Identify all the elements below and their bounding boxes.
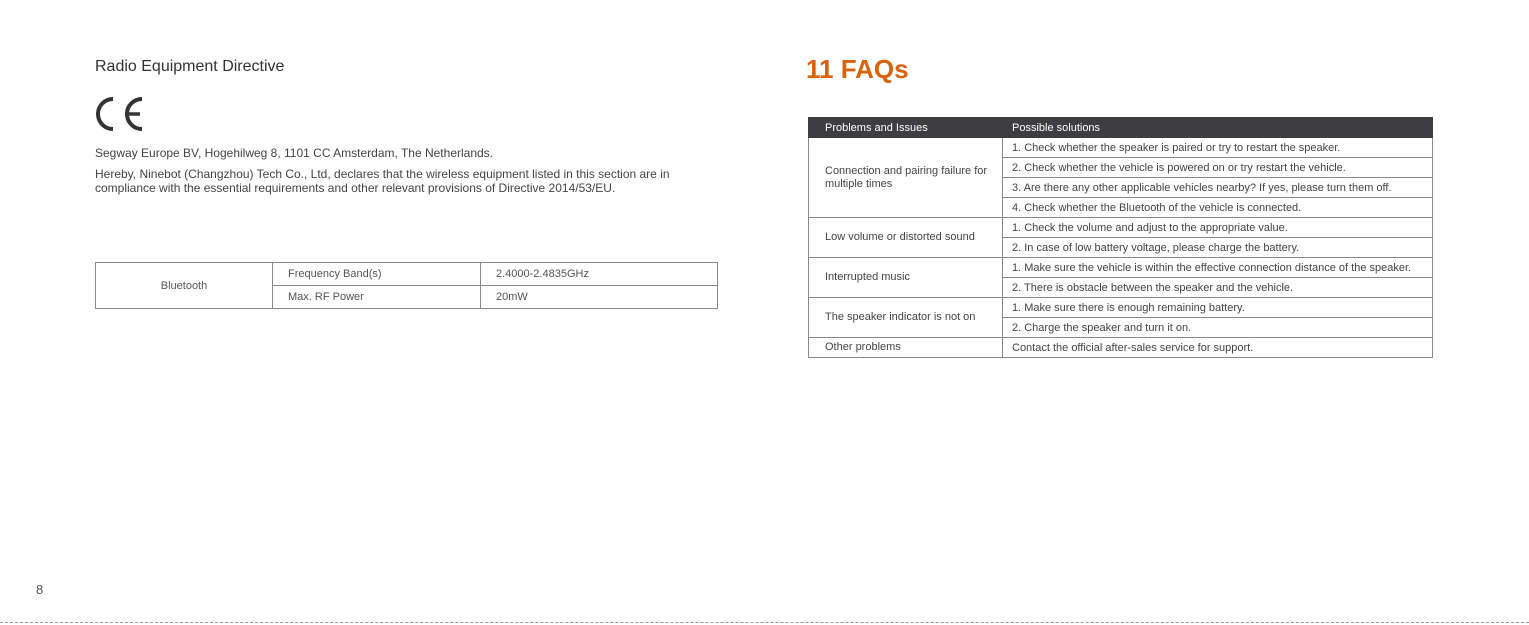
problem-cell: Other problems — [809, 338, 1003, 358]
faq-table — [808, 117, 1433, 358]
manufacturer-address: Segway Europe BV, Hogehilweg 8, 1101 CC Amsterdam, The Netherlands. — [95, 146, 494, 160]
table-row — [809, 298, 1433, 318]
problem-cell: Connection and pairing failure for multiple times — [809, 138, 1003, 218]
solution-cell: 1. Check the volume and adjust to the appropriate value. — [1003, 218, 1433, 238]
page-number: 8 — [36, 582, 44, 597]
faq-section-title: 11 FAQs — [806, 54, 909, 84]
problem-cell: The speaker indicator is not on — [809, 298, 1003, 338]
spec-key-cell: Max. RF Power — [273, 286, 481, 309]
solution-cell: 3. Are there any other applicable vehicles nearby? If yes, please turn them off. — [1003, 178, 1433, 198]
table-row — [809, 338, 1433, 358]
radio-spec-table — [95, 262, 718, 309]
solution-cell: 1. Make sure there is enough remaining battery. — [1003, 298, 1433, 318]
solution-cell: 2. There is obstacle between the speaker and the vehicle. — [1003, 278, 1433, 298]
ce-mark-icon — [95, 96, 147, 132]
declaration-text: Hereby, Ninebot (Changzhou) Tech Co., Ltd, declares that the wireless equipment listed in this section are in compliance with the essential requirements and other relevant provisions of Directive 2014/53/EU. — [95, 167, 670, 195]
table-row — [809, 258, 1433, 278]
radio-name-cell: Bluetooth — [96, 263, 273, 309]
solution-cell: 1. Check whether the speaker is paired or try to restart the speaker. — [1003, 138, 1433, 158]
header-solutions: Possible solutions — [1003, 118, 1433, 138]
section-title-rsd: Radio Equipment Directive — [95, 58, 285, 75]
faq-header-row — [809, 118, 1433, 138]
solution-cell: 2. In case of low battery voltage, please charge the battery. — [1003, 238, 1433, 258]
problem-cell: Interrupted music — [809, 258, 1003, 298]
page-bottom-rule — [0, 622, 1529, 623]
problem-cell: Low volume or distorted sound — [809, 218, 1003, 258]
spec-value-cell: 20mW — [481, 286, 718, 309]
solution-cell: 2. Check whether the vehicle is powered on or try restart the vehicle. — [1003, 158, 1433, 178]
solution-cell: 4. Check whether the Bluetooth of the vehicle is connected. — [1003, 198, 1433, 218]
spec-key-cell: Frequency Band(s) — [273, 263, 481, 286]
spec-value-cell: 2.4000-2.4835GHz — [481, 263, 718, 286]
solution-cell: Contact the official after-sales service for support. — [1003, 338, 1433, 358]
header-problems: Problems and Issues — [809, 118, 1003, 138]
table-row — [96, 263, 718, 286]
solution-cell: 2. Charge the speaker and turn it on. — [1003, 318, 1433, 338]
table-row — [809, 138, 1433, 158]
solution-cell: 1. Make sure the vehicle is within the effective connection distance of the speaker. — [1003, 258, 1433, 278]
table-row — [809, 218, 1433, 238]
